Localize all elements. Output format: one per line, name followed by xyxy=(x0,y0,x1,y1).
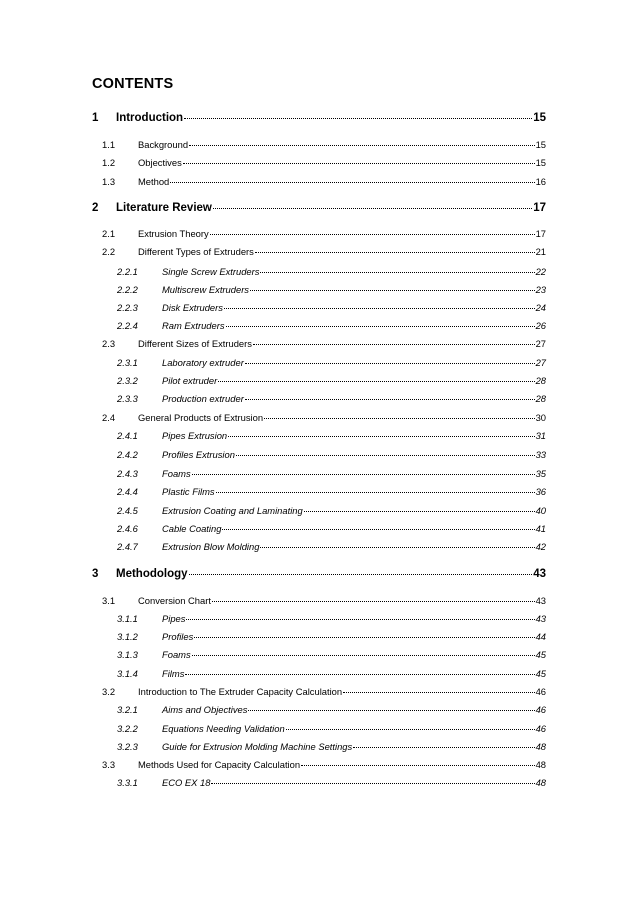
dot-leader xyxy=(224,308,535,309)
toc-entry-title: Foams xyxy=(162,649,191,660)
toc-entry[interactable] xyxy=(117,613,546,628)
toc-entry-number: 2.3.3 xyxy=(117,393,138,404)
toc-entry-number: 2.2.3 xyxy=(117,302,138,313)
toc-entry[interactable] xyxy=(117,777,546,792)
dot-leader xyxy=(304,511,535,512)
toc-entry[interactable] xyxy=(92,686,546,701)
dot-leader xyxy=(194,637,534,638)
dot-leader xyxy=(245,363,535,364)
toc-entry-number: 2.4.2 xyxy=(117,449,138,460)
dot-leader xyxy=(184,118,532,119)
dot-leader xyxy=(301,765,535,766)
toc-entry[interactable] xyxy=(117,486,546,501)
toc-entry-page: 46 xyxy=(535,686,546,697)
toc-entry-page: 24 xyxy=(535,302,546,313)
toc-entry-number: 2.4.4 xyxy=(117,486,138,497)
toc-entry-title: Aims and Objectives xyxy=(162,704,248,715)
toc-entry-page: 23 xyxy=(535,284,546,295)
dot-leader xyxy=(192,655,535,656)
toc-entry-title: Methods Used for Capacity Calculation xyxy=(138,759,301,770)
toc-entry-title: Plastic Films xyxy=(162,486,215,497)
toc-entry[interactable] xyxy=(117,393,546,408)
toc-entry-number: 2.3.2 xyxy=(117,375,138,386)
toc-entry-page: 27 xyxy=(535,357,546,368)
toc-entry-title: Pilot extruder xyxy=(162,375,218,386)
toc-entry[interactable] xyxy=(92,112,546,127)
toc-entry-number: 3 xyxy=(92,568,99,580)
dot-leader xyxy=(218,381,534,382)
toc-entry-title: Methodology xyxy=(116,568,188,580)
toc-entry-title: Guide for Extrusion Molding Machine Settings xyxy=(162,741,353,752)
toc-entry-title: Cable Coating xyxy=(162,523,222,534)
toc-entry-number: 3.1.4 xyxy=(117,668,138,679)
toc-entry-title: Profiles xyxy=(162,631,194,642)
toc-entry-page: 15 xyxy=(535,139,546,150)
toc-entry-number: 2.3 xyxy=(102,338,116,349)
toc-entry-page: 26 xyxy=(535,320,546,331)
dot-leader xyxy=(189,574,533,575)
toc-entry-page: 41 xyxy=(535,523,546,534)
toc-entry[interactable] xyxy=(92,338,546,353)
dot-leader xyxy=(212,601,535,602)
toc-entry[interactable] xyxy=(117,302,546,317)
toc-entry-number: 2.4.5 xyxy=(117,505,138,516)
dot-leader xyxy=(353,747,534,748)
toc-entry-page: 15 xyxy=(535,157,546,168)
toc-entry-number: 2.1 xyxy=(102,228,116,239)
dot-leader xyxy=(253,344,535,345)
dot-leader xyxy=(260,272,534,273)
toc-entry-page: 27 xyxy=(535,338,546,349)
toc-entry-number: 2.2.4 xyxy=(117,320,138,331)
toc-entry-title: Pipes Extrusion xyxy=(162,430,228,441)
toc-entry-title: Foams xyxy=(162,468,191,479)
toc-entry-number: 3.2.3 xyxy=(117,741,138,752)
toc-entry[interactable] xyxy=(117,505,546,520)
toc-entry-page: 22 xyxy=(535,266,546,277)
toc-entry-page: 48 xyxy=(535,741,546,752)
toc-entry-title: Introduction to The Extruder Capacity Calculation xyxy=(138,686,343,697)
toc-entry-number: 3.1 xyxy=(102,595,116,606)
toc-entry-page: 45 xyxy=(535,668,546,679)
toc-entry-page: 36 xyxy=(535,486,546,497)
dot-leader xyxy=(343,692,534,693)
toc-entry-title: Films xyxy=(162,668,185,679)
toc-entry-page: 43 xyxy=(535,595,546,606)
toc-entry-number: 3.3 xyxy=(102,759,116,770)
toc-entry-title: ECO EX 18 xyxy=(162,777,211,788)
toc-entry[interactable] xyxy=(117,320,546,335)
toc-entry[interactable] xyxy=(117,468,546,483)
dot-leader xyxy=(189,145,535,146)
toc-entry[interactable] xyxy=(92,246,546,261)
toc-entry-page: 28 xyxy=(535,393,546,404)
toc-entry-number: 2.3.1 xyxy=(117,357,138,368)
toc-entry[interactable] xyxy=(117,523,546,538)
dot-leader xyxy=(228,436,534,437)
toc-entry-page: 44 xyxy=(535,631,546,642)
toc-entry-page: 33 xyxy=(535,449,546,460)
dot-leader xyxy=(186,619,534,620)
toc-entry-page: 46 xyxy=(535,704,546,715)
dot-leader xyxy=(260,547,534,548)
toc-entry-title: Extrusion Theory xyxy=(138,228,209,239)
toc-entry-page: 42 xyxy=(535,541,546,552)
toc-entry-page: 40 xyxy=(535,505,546,516)
toc-entry-page: 43 xyxy=(535,613,546,624)
toc-entry-number: 2 xyxy=(92,202,99,214)
toc-entry[interactable] xyxy=(117,704,546,719)
toc-entry[interactable] xyxy=(117,284,546,299)
dot-leader xyxy=(264,418,535,419)
dot-leader xyxy=(183,163,535,164)
toc-entry-number: 1.1 xyxy=(102,139,116,150)
toc-entry-title: Laboratory extruder xyxy=(162,357,244,368)
toc-entry[interactable] xyxy=(117,430,546,445)
toc-entry-title: Ram Extruders xyxy=(162,320,225,331)
toc-entry-title: General Products of Extrusion xyxy=(138,412,264,423)
toc-entry-page: 28 xyxy=(535,375,546,386)
toc-entry-number: 1.2 xyxy=(102,157,116,168)
dot-leader xyxy=(192,474,535,475)
toc-entry-number: 2.2.1 xyxy=(117,266,138,277)
toc-entry-page: 30 xyxy=(535,412,546,423)
toc-entry-number: 3.3.1 xyxy=(117,777,138,788)
toc-entry-number: 3.2 xyxy=(102,686,116,697)
toc-entry-title: Extrusion Blow Molding xyxy=(162,541,260,552)
toc-entry-title: Single Screw Extruders xyxy=(162,266,260,277)
toc-entry-title: Different Sizes of Extruders xyxy=(138,338,252,349)
toc-entry-page: 45 xyxy=(535,649,546,660)
dot-leader xyxy=(236,455,535,456)
toc-entry-title: Objectives xyxy=(138,157,182,168)
dot-leader xyxy=(185,674,534,675)
toc-entry-title: Production extruder xyxy=(162,393,244,404)
toc-entry[interactable] xyxy=(117,649,546,664)
dot-leader xyxy=(170,182,534,183)
toc-entry-number: 1 xyxy=(92,112,99,124)
toc-entry-title: Equations Needing Validation xyxy=(162,723,285,734)
toc-entry-title: Introduction xyxy=(116,112,184,124)
toc-entry[interactable] xyxy=(117,375,546,390)
toc-entry-number: 2.4.6 xyxy=(117,523,138,534)
toc-entry[interactable] xyxy=(117,631,546,646)
toc-entry[interactable] xyxy=(92,139,546,154)
toc-entry[interactable] xyxy=(117,723,546,738)
toc-entry[interactable] xyxy=(92,412,546,427)
dot-leader xyxy=(248,710,534,711)
toc-entry-title: Conversion Chart xyxy=(138,595,211,606)
toc-entry-page: 48 xyxy=(535,777,546,788)
toc-entry-title: Literature Review xyxy=(116,202,212,214)
toc-entry-number: 2.4.7 xyxy=(117,541,138,552)
toc-entry[interactable] xyxy=(117,357,546,372)
toc-entry[interactable] xyxy=(92,157,546,172)
dot-leader xyxy=(213,208,532,209)
dot-leader xyxy=(226,326,535,327)
toc-entry-title: Pipes xyxy=(162,613,186,624)
toc-entry-title: Extrusion Coating and Laminating xyxy=(162,505,303,516)
toc-entry[interactable] xyxy=(92,568,546,583)
toc-entry-page: 48 xyxy=(535,759,546,770)
toc-entry-page: 43 xyxy=(533,568,546,580)
dot-leader xyxy=(286,729,535,730)
toc-entry[interactable] xyxy=(117,449,546,464)
toc-entry-page: 16 xyxy=(535,176,546,187)
toc-entry[interactable] xyxy=(117,541,546,556)
toc-entry[interactable] xyxy=(92,176,546,191)
toc-entry[interactable] xyxy=(92,759,546,774)
toc-entry-page: 15 xyxy=(533,112,546,124)
toc-entry-title: Background xyxy=(138,139,189,150)
toc-entry-title: Disk Extruders xyxy=(162,302,223,313)
dot-leader xyxy=(211,783,534,784)
toc-entry-page: 17 xyxy=(535,228,546,239)
dot-leader xyxy=(210,234,535,235)
toc-entry-page: 21 xyxy=(535,246,546,257)
toc-entry-number: 3.2.1 xyxy=(117,704,138,715)
toc-entry-title: Method xyxy=(138,176,170,187)
toc-entry-number: 1.3 xyxy=(102,176,116,187)
dot-leader xyxy=(245,399,535,400)
toc-entry-number: 3.2.2 xyxy=(117,723,138,734)
toc-entry-number: 3.1.2 xyxy=(117,631,138,642)
toc-entry[interactable] xyxy=(92,202,546,217)
toc-entry[interactable] xyxy=(117,266,546,281)
toc-entry-page: 31 xyxy=(535,430,546,441)
toc-entry-number: 2.4.3 xyxy=(117,468,138,479)
toc-entry[interactable] xyxy=(92,595,546,610)
toc-entry-page: 17 xyxy=(533,202,546,214)
toc-entry-number: 2.4 xyxy=(102,412,116,423)
toc-entry-title: Different Types of Extruders xyxy=(138,246,254,257)
dot-leader xyxy=(255,252,535,253)
dot-leader xyxy=(222,529,534,530)
toc-entry-title: Multiscrew Extruders xyxy=(162,284,249,295)
dot-leader xyxy=(216,492,535,493)
toc-entry-number: 2.2.2 xyxy=(117,284,138,295)
toc-entry-page: 46 xyxy=(535,723,546,734)
toc-entry-number: 2.4.1 xyxy=(117,430,138,441)
toc-entry-number: 3.1.1 xyxy=(117,613,138,624)
toc-entry[interactable] xyxy=(92,228,546,243)
toc-entry-title: Profiles Extrusion xyxy=(162,449,235,460)
toc-entry-page: 35 xyxy=(535,468,546,479)
dot-leader xyxy=(250,290,535,291)
toc-entry-number: 3.1.3 xyxy=(117,649,138,660)
page-title: CONTENTS xyxy=(92,76,174,92)
toc-entry[interactable] xyxy=(117,668,546,683)
toc-entry[interactable] xyxy=(117,741,546,756)
toc-entry-number: 2.2 xyxy=(102,246,116,257)
